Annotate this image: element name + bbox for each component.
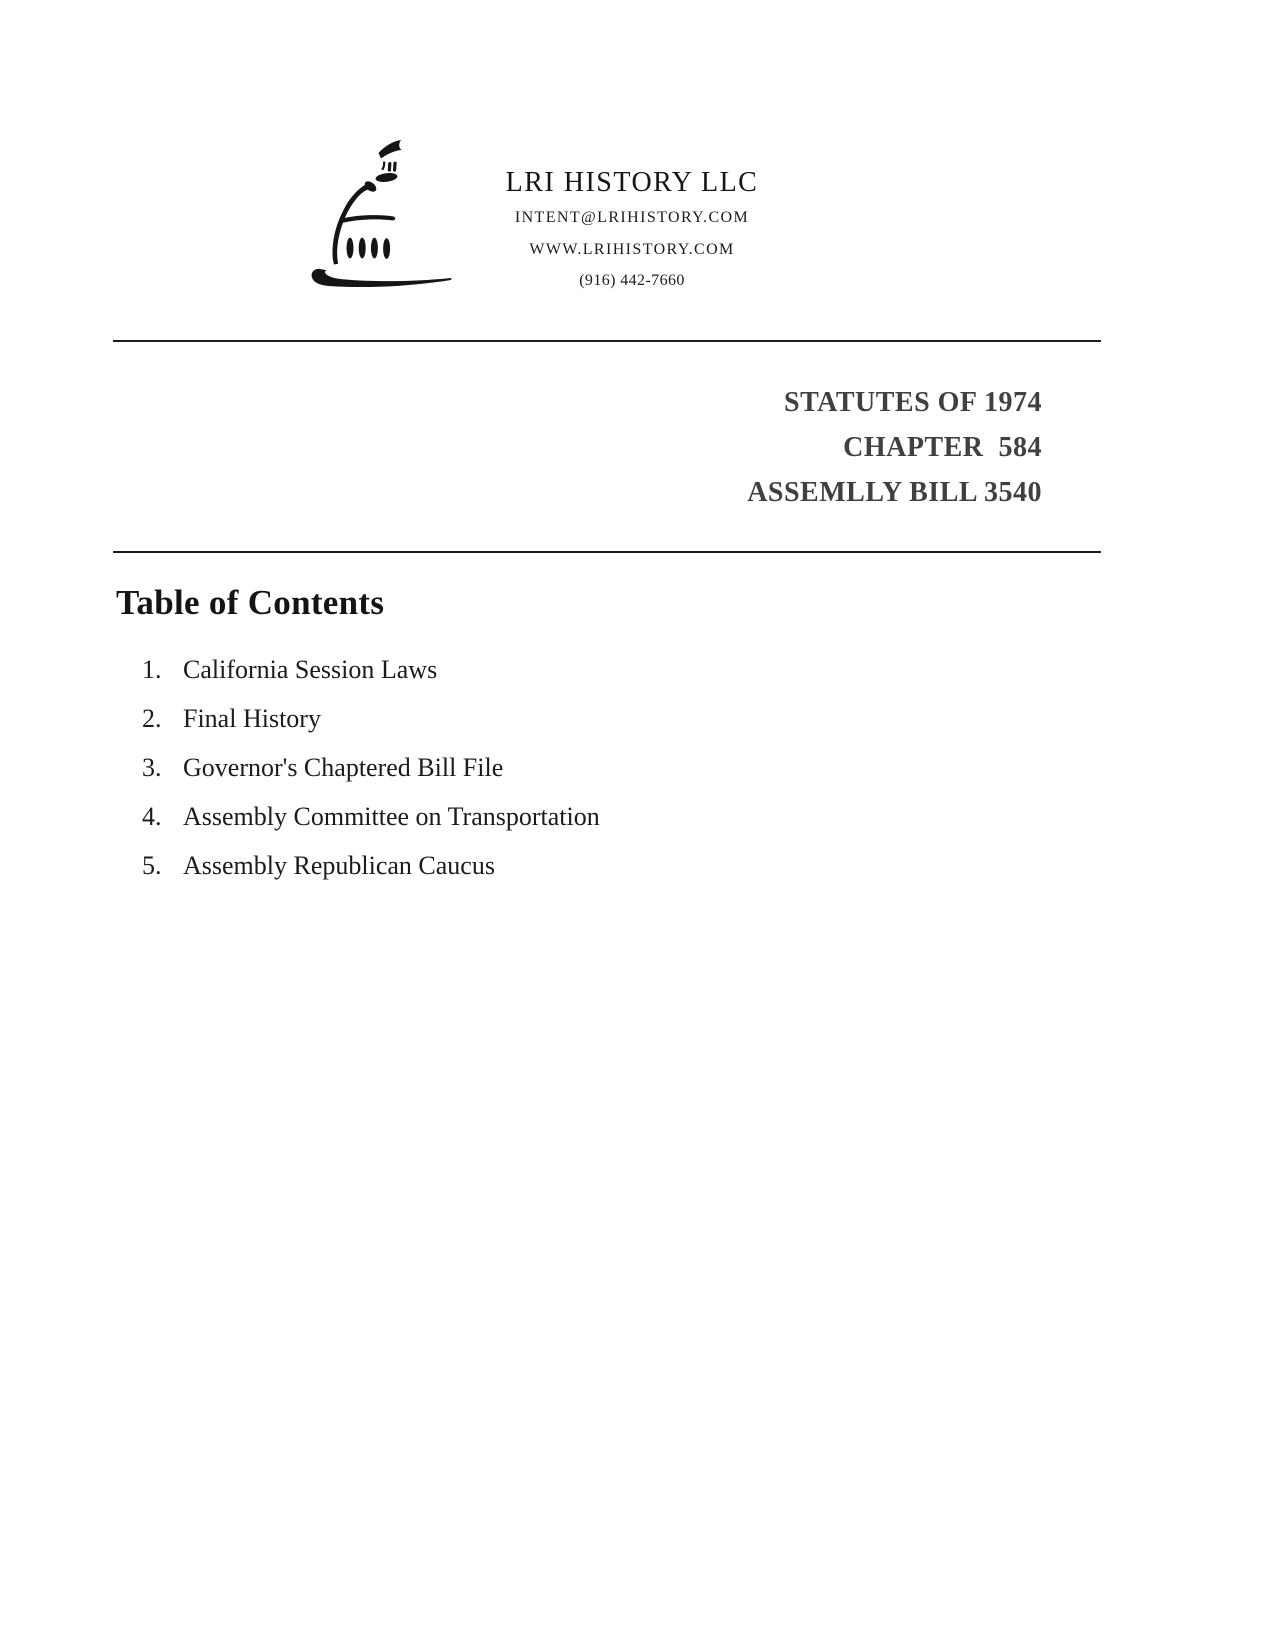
document-title xyxy=(747,380,1042,515)
org-name: LRI HISTORY LLC xyxy=(505,167,759,198)
toc-list xyxy=(142,655,600,900)
divider-top xyxy=(113,340,1101,342)
toc-item-label: Governor's Chaptered Bill File xyxy=(183,753,504,782)
toc-item-label: Assembly Committee on Transportation xyxy=(183,802,600,831)
toc-item xyxy=(142,655,600,685)
divider-bottom xyxy=(113,551,1101,553)
toc-item xyxy=(142,802,600,832)
document-title-line-bill: ASSEMLLY BILL 3540 xyxy=(747,477,1042,508)
toc-item-number: 5. xyxy=(142,851,162,880)
toc-item xyxy=(142,851,600,881)
toc-item-label: California Session Laws xyxy=(183,655,438,684)
document-title-line-statutes: STATUTES OF 1974 xyxy=(784,387,1042,418)
document-title-line-chapter: CHAPTER 584 xyxy=(843,432,1042,463)
toc-item xyxy=(142,753,600,783)
org-email: INTENT@LRIHISTORY.COM xyxy=(514,209,750,226)
toc-item-number: 2. xyxy=(142,704,162,733)
toc-item-label: Assembly Republican Caucus xyxy=(183,851,495,880)
toc-item xyxy=(142,704,600,734)
toc-heading: Table of Contents xyxy=(116,583,385,622)
toc-item-label: Final History xyxy=(183,704,321,733)
toc-item-number: 1. xyxy=(142,655,162,684)
org-website: WWW.LRIHISTORY.COM xyxy=(529,241,735,258)
toc-item-number: 3. xyxy=(142,753,162,782)
letterhead xyxy=(430,166,834,291)
toc-item-number: 4. xyxy=(142,802,162,831)
org-phone: (916) 442-7660 xyxy=(579,272,685,289)
